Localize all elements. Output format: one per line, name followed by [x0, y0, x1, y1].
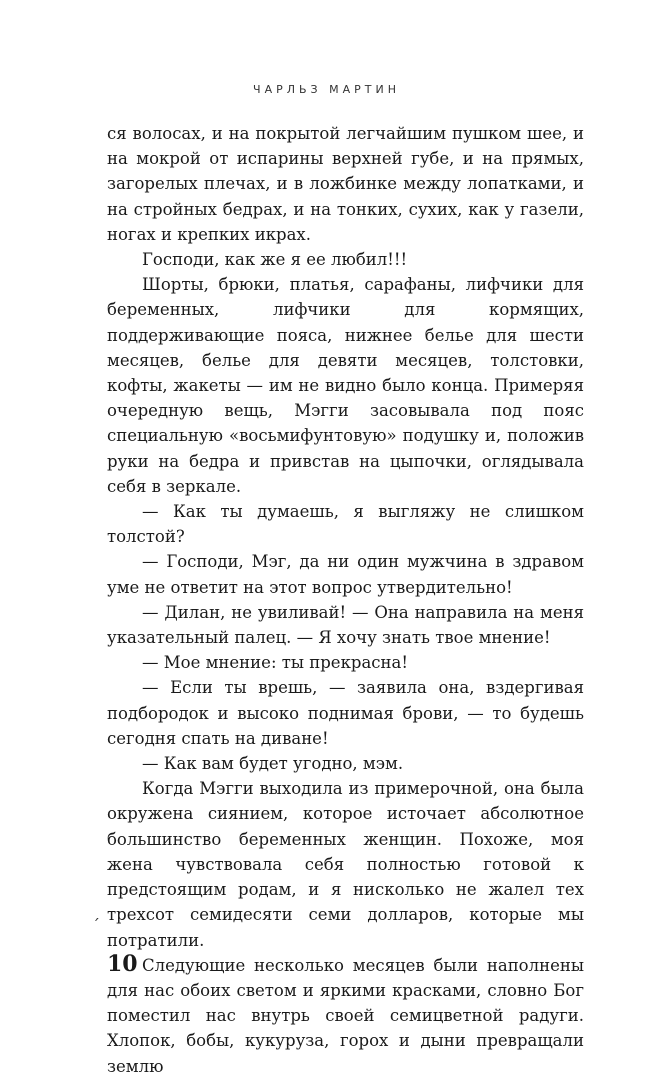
- paragraph-1: ся волосах, и на покрытой легчайшим пушком шее, и на мокрой от испарины верхней губе, и на прямых, загорелых плечах, и в ложбинке между лопатками, и на стройных бедрах, и на тонких, сухих, как у газели, ногах и крепких икрах.: [107, 124, 584, 244]
- paragraph-7: — Мое мнение: ты прекрасна!: [142, 653, 408, 673]
- paragraph-6: — Дилан, не увиливай! — Она направила на меня указательный палец. — Я хочу знать твое мнение!: [107, 602, 584, 648]
- paragraph-5: — Господи, Мэг, да ни один мужчина в здравом уме не ответит на этот вопрос утвердительно!: [107, 552, 584, 597]
- paragraph-8: — Если ты врешь, — заявила она, вздергивая подбородок и высоко поднимая брови, — то будешь сегодня спать на диване!: [107, 678, 584, 748]
- running-head: ЧАРЛЬЗ МАРТИН: [253, 83, 400, 96]
- paragraph-4: — Как ты думаешь, я выгляжу не слишком толстой?: [107, 502, 584, 547]
- body-text: [107, 121, 584, 1079]
- paragraph-11: Следующие несколько месяцев были наполнены для нас обоих светом и яркими красками, словно Бог поместил нас внутрь своей семицветной радуги. Хлопок, бобы, кукуруза, горох и дыни превращали землю: [107, 955, 584, 1076]
- paragraph-9: — Как вам будет угодно, мэм.: [142, 754, 404, 774]
- paragraph-2: Господи, как же я ее любил!!!: [142, 250, 408, 270]
- paragraph-3: Шорты, брюки, платья, сарафаны, лифчики для беременных, лифчики для кормящих, поддерживающие пояса, нижнее белье для шести месяцев, белье для девяти месяцев, толстовки, кофты, жакеты — им не видно было конца. Примеряя очередную вещь, Мэгги засовывала под пояс специальную «восьмифунтовую» подушку и, положив руки на бедра и привстав на цыпочки, оглядывала себя в зеркале.: [107, 275, 584, 496]
- stray-mark: ´: [92, 916, 100, 935]
- page-number: 10: [107, 951, 138, 977]
- paragraph-10: Когда Мэгги выходила из примерочной, она была окружена сиянием, которое источает абсолютное большинство беременных женщин. Похоже, моя жена чувствовала себя полностью готовой к предстоящим родам, и я нисколько не жалел тех трехсот семидесяти семи долларов, которые мы потратили.: [107, 779, 584, 950]
